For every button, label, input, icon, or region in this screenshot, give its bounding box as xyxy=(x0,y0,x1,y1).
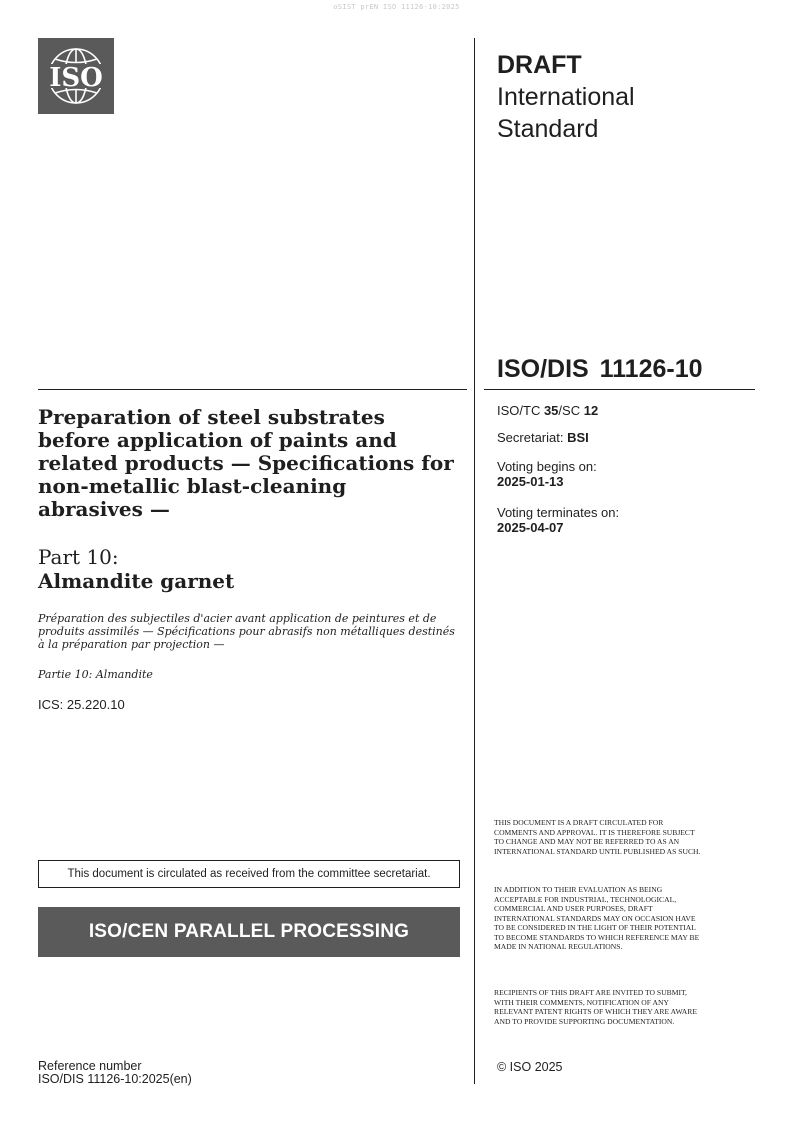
draft-heading xyxy=(497,49,635,145)
horizontal-divider-left xyxy=(38,389,467,390)
iso-logo-icon xyxy=(38,38,114,114)
secretariat-value: BSI xyxy=(567,430,589,445)
voting-begins-label: Voting begins on: xyxy=(497,459,597,474)
reference-number-label: Reference number xyxy=(38,1059,142,1073)
disclaimer-paragraph-1: THIS DOCUMENT IS A DRAFT CIRCULATED FOR COMMENTS AND APPROVAL. IT IS THEREFORE SUBJECT TO CHANGE AND MAY NOT BE REFERRED TO AS AN INTERNATIONAL STANDARD UNTIL PUBLISHED AS SUCH. xyxy=(494,818,701,856)
french-part-title: Partie 10: Almandite xyxy=(38,668,153,681)
document-number: ISO/DIS 11126-10 xyxy=(497,355,703,383)
globe-icon xyxy=(38,38,114,114)
secretariat xyxy=(497,430,589,445)
secretariat-label: Secretariat: xyxy=(497,430,568,445)
voting-terminates-label: Voting terminates on: xyxy=(497,505,620,520)
french-title: Préparation des subjectiles d'acier avant application de peintures et de produits assimilés — Spécifications pour abrasifs non métalliques destinés à la préparation par projection — xyxy=(38,612,455,651)
circulation-notice: This document is circulated as received from the committee secretariat. xyxy=(38,860,460,888)
voting-terminates-date: 2025-04-07 xyxy=(497,520,564,535)
tc-prefix: ISO/TC xyxy=(497,403,544,418)
disclaimer-evaluation xyxy=(494,885,704,952)
part-label: Part 10: xyxy=(38,545,119,569)
draft-standard: Standard xyxy=(497,115,599,143)
voting-begins xyxy=(497,459,597,489)
sc-number: 12 xyxy=(583,403,599,418)
disclaimer-patents xyxy=(494,988,704,1026)
draft-international: International xyxy=(497,83,635,111)
tc-number: 35 xyxy=(543,403,559,418)
disclaimer-paragraph-3: RECIPIENTS OF THIS DRAFT ARE INVITED TO SUBMIT, WITH THEIR COMMENTS, NOTIFICATION OF ANY RELEVANT PATENT RIGHTS OF WHICH THEY ARE AWARE AND TO PROVIDE SUPPORTING DOCUMENTATION. xyxy=(494,988,697,1026)
vertical-divider xyxy=(474,38,475,1084)
disclaimer-paragraph-2: IN ADDITION TO THEIR EVALUATION AS BEING ACCEPTABLE FOR INDUSTRIAL, TECHNOLOGICAL, COMMERCIAL AND USER PURPOSES, DRAFT INTERNATIONAL STANDARDS MAY ON OCCASION HAVE TO BE CONSIDERED IN THE LIGHT OF THEIR POTENTIAL TO BECOME STANDARDS TO WHICH REFERENCE MAY BE MADE IN NATIONAL REGULATIONS. xyxy=(494,885,700,951)
disclaimer-draft xyxy=(494,818,704,856)
horizontal-divider-right xyxy=(484,389,755,390)
voting-begins-date: 2025-01-13 xyxy=(497,474,564,489)
reference-number-value: ISO/DIS 11126-10:2025(en) xyxy=(38,1072,192,1086)
copyright: © ISO 2025 xyxy=(497,1060,563,1074)
ics-code: ICS: 25.220.10 xyxy=(38,697,125,712)
logo-text: ISO xyxy=(49,63,103,93)
parallel-processing-banner: ISO/CEN PARALLEL PROCESSING xyxy=(38,907,460,957)
draft-label: DRAFT xyxy=(497,51,582,79)
technical-committee xyxy=(497,403,598,418)
sc-prefix: /SC xyxy=(558,403,584,418)
voting-terminates xyxy=(497,505,619,535)
document-title: Preparation of steel substrates before application of paints and related products — Specifications for non-metallic blast-cleaning abrasives — xyxy=(38,405,454,521)
part-title: Almandite garnet xyxy=(38,569,235,593)
watermark: oSIST prEN ISO 11126-10:2025 xyxy=(333,3,460,11)
